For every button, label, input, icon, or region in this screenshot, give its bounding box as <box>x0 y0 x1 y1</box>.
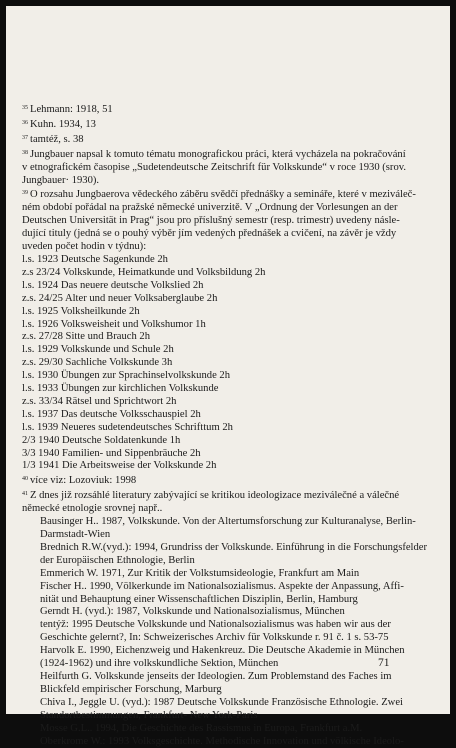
footnote-line <box>22 396 446 409</box>
footnote-line <box>22 331 446 344</box>
footnote-text: Z dnes již rozsáhlé literatury zabývající se kritikou ideologizace meziválečné a válečné <box>30 490 399 501</box>
footnote-text: z.s. 29/30 Sachliche Volkskunde 3h <box>22 357 172 368</box>
footnote-line <box>22 581 446 594</box>
footnote-text: více viz: Lozoviuk: 1998 <box>30 475 136 486</box>
footnote-line <box>22 619 446 632</box>
footnote-text: l.s. 1929 Volkskunde und Schule 2h <box>22 344 174 355</box>
footnote-text: uveden počet hodin v týdnu): <box>22 241 146 252</box>
footnote-text: l.s. 1923 Deutsche Sagenkunde 2h <box>22 254 168 265</box>
footnote-line <box>22 435 446 448</box>
footnote-text: Deutschen Universität in Prag“ jsou pro příslušný semestr (resp. trimestr) uvedeny násle- <box>22 215 400 226</box>
footnote-marker: 41 <box>22 491 28 497</box>
footnote-line <box>22 723 446 736</box>
footnote-text: O rozsahu Jungbaerova vědeckého záběru svědčí přednášky a semináře, které v meziváleč- <box>30 189 416 200</box>
footnote-line <box>22 594 446 607</box>
footnote-text: Emmerich W. 1971, Zur Kritik der Volkstumsideologie, Frankfurt am Main <box>40 568 359 579</box>
footnote-marker: 39 <box>22 190 28 196</box>
footnote-text: německé etnologie srovnej např.. <box>22 503 162 514</box>
footnote-marker: 36 <box>22 120 28 126</box>
footnote-line <box>22 460 446 473</box>
footnote-line <box>22 684 446 697</box>
footnote-line <box>22 357 446 370</box>
footnote-text: nität und Behauptung einer Wissenschaftlichen Disziplin, Berlin, Hamburg <box>40 594 358 605</box>
footnote-marker: 40 <box>22 476 28 482</box>
footnote-line <box>22 370 446 383</box>
footnote-line <box>22 422 446 435</box>
footnote-line <box>22 736 446 748</box>
footnote-line <box>22 516 446 529</box>
footnote-text: z.s. 24/25 Alter und neuer Volksaberglaube 2h <box>22 293 217 304</box>
footnote-text: Standortbestimmungen, Frankfurt- New York-Paris <box>40 710 257 721</box>
footnote-text: Bausinger H.. 1987, Volkskunde. Von der Altertumsforschung zur Kulturanalyse, Berlin- <box>40 516 416 527</box>
footnote-line <box>22 187 446 202</box>
footnote-text: l.s. 1933 Übungen zur kirchlichen Volkskunde <box>22 383 218 394</box>
footnote-text: l.s. 1924 Das neuere deutsche Volkslied 2h <box>22 280 203 291</box>
footnote-line <box>22 162 446 175</box>
footnote-line <box>22 606 446 619</box>
footnote-text: Darmstadt-Wien <box>40 529 110 540</box>
footnote-line <box>22 409 446 422</box>
footnote-line <box>22 448 446 461</box>
footnote-line <box>22 102 446 117</box>
footnote-line <box>22 215 446 228</box>
footnote-text: 3/3 1940 Familien- und Sippenbräuche 2h <box>22 448 201 459</box>
footnote-line <box>22 555 446 568</box>
footnote-text: z.s 23/24 Volkskunde, Heimatkunde und Volksbildung 2h <box>22 267 265 278</box>
footnote-line <box>22 241 446 254</box>
footnote-text: Fischer H.. 1990, Völkerkunde im Nationalsozialismus. Aspekte der Anpassung, Affi- <box>40 581 404 592</box>
footnote-text: Blickfeld empirischer Forschung, Marburg <box>40 684 222 695</box>
footnote-text: Gerndt H. (vyd.): 1987, Volkskunde und Nationalsozialismus, München <box>40 606 345 617</box>
footnote-line <box>22 529 446 542</box>
footnote-text: Jungbauer· 1930). <box>22 175 99 186</box>
footnote-text: Chiva I., Jeggle U. (vyd.): 1987 Deutsche Volkskunde Französische Ethnologie. Zwei <box>40 697 403 708</box>
footnote-line <box>22 202 446 215</box>
footnote-text: (1924-1962) und ihre volkskundliche Sektion, München <box>40 658 278 669</box>
footnotes <box>22 102 446 748</box>
footnote-text: l.s. 1926 Volksweisheit und Volkshumor 1h <box>22 319 206 330</box>
footnote-line <box>22 473 446 488</box>
footnote-text: l.s. 1930 Übungen zur Sprachinselvolkskunde 2h <box>22 370 230 381</box>
footnote-text: Brednich R.W.(vyd.): 1994, Grundriss der Volkskunde. Einführung in die Forschungsfelder <box>40 542 427 553</box>
footnote-text: Heilfurth G. Volkskunde jenseits der Ideologien. Zum Problemstand des Faches im <box>40 671 392 682</box>
footnote-text: l.s. 1937 Das deutsche Volksschauspiel 2h <box>22 409 201 420</box>
footnote-text: der Europäischen Ethnologie, Berlin <box>40 555 195 566</box>
footnote-text: dující tituly (jedná se o pouhý výběr jím vedených přednášek a cvičení, na závěr je vždy <box>22 228 396 239</box>
footnote-text: Jungbauer napsal k tomuto tématu monografickou práci, která vycházela na pokračování <box>30 149 406 160</box>
book-page <box>6 6 450 714</box>
footnote-line <box>22 568 446 581</box>
footnote-line <box>22 503 446 516</box>
footnote-line <box>22 488 446 503</box>
footnote-line <box>22 293 446 306</box>
footnote-text: Lehmann: 1918, 51 <box>30 104 113 115</box>
footnote-line <box>22 319 446 332</box>
footnote-text: 2/3 1940 Deutsche Soldatenkunde 1h <box>22 435 180 446</box>
footnote-text: Harvolk E. 1990, Eichenzweig und Hakenkreuz. Die Deutsche Akademie in München <box>40 645 405 656</box>
page-number: 71 <box>378 657 390 669</box>
footnote-text: Kuhn. 1934, 13 <box>30 119 96 130</box>
footnote-line <box>22 228 446 241</box>
footnote-text: tamtéž, s. 38 <box>30 134 84 145</box>
footnote-line <box>22 710 446 723</box>
footnote-text: 1/3 1941 Die Arbeitsweise der Volkskunde 2h <box>22 460 216 471</box>
footnote-text: Mosse G.L.. 1994, Die Geschichte des Rassismus in Europa, Frankfurt a.M. <box>40 723 362 734</box>
footnote-line <box>22 280 446 293</box>
footnote-line <box>22 147 446 162</box>
footnote-line <box>22 117 446 132</box>
footnote-line <box>22 254 446 267</box>
footnote-text: Oberkrome W.: 1993 Volksgeschichte. Methodische Innovation und völkische Ideolo- <box>40 736 404 747</box>
footnote-marker: 37 <box>22 135 28 141</box>
footnote-line <box>22 267 446 280</box>
footnote-line <box>22 175 446 188</box>
footnote-text: v etnografickém časopise „Sudetendeutsche Zeitschrift für Volkskunde“ v roce 1930 (srov. <box>22 162 406 173</box>
footnote-line <box>22 132 446 147</box>
footnote-text: l.s. 1939 Neueres sudetendeutsches Schrifttum 2h <box>22 422 233 433</box>
footnote-line <box>22 697 446 710</box>
footnote-marker: 38 <box>22 150 28 156</box>
footnote-line <box>22 344 446 357</box>
footnote-text: tentýž: 1995 Deutsche Volkskunde und Nationalsozialismus was haben wir aus der <box>40 619 391 630</box>
footnote-text: l.s. 1925 Volksheilkunde 2h <box>22 306 140 317</box>
footnote-text: z.s. 27/28 Sitte und Brauch 2h <box>22 331 150 342</box>
footnote-marker: 35 <box>22 105 28 111</box>
footnote-line <box>22 383 446 396</box>
footnote-text: Geschichte gelernt?, In: Schweizerisches Archiv für Volkskunde r. 91 č. 1 s. 53-75 <box>40 632 389 643</box>
footnote-line <box>22 306 446 319</box>
footnote-text: ném období pořádal na pražské německé univerzitě. V „Ordnung der Vorlesungen an der <box>22 202 397 213</box>
footnote-line <box>22 671 446 684</box>
footnote-line <box>22 542 446 555</box>
footnote-text: z.s. 33/34 Rätsel und Sprichtwort 2h <box>22 396 176 407</box>
footnote-line <box>22 632 446 645</box>
